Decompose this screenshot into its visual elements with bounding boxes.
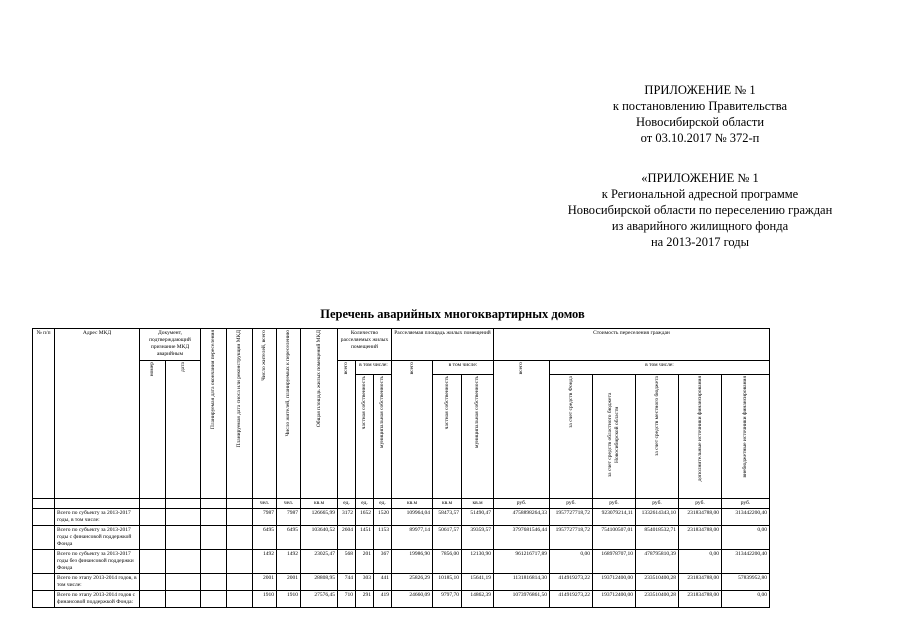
value-cell: 7987 [277, 509, 301, 526]
row-label-cell: Всего по субъекту за 2013-2017 годы без финансовой поддержки Фонда [55, 550, 140, 574]
value-cell: 3172 [338, 509, 356, 526]
value-cell: 1131816814,30 [494, 574, 550, 591]
col-header-cost: Стоимость переселения граждан [494, 329, 770, 361]
unit-cell: чел. [253, 499, 277, 509]
row-num-cell [33, 591, 55, 608]
empty-cell [227, 574, 253, 591]
value-cell: 1451 [356, 526, 374, 550]
value-cell: 58473,57 [433, 509, 462, 526]
unit-cell [166, 499, 201, 509]
value-cell: 1910 [253, 591, 277, 608]
col-header-doc-num: номер [140, 361, 166, 499]
value-cell: 233510400,28 [636, 591, 679, 608]
value-cell: 1492 [253, 550, 277, 574]
value-cell: 1957727718,72 [550, 526, 593, 550]
value-cell: 0,00 [550, 550, 593, 574]
empty-cell [201, 526, 227, 550]
appendix-line: из аварийного жилищного фонда [611, 219, 789, 233]
value-cell: 744 [338, 574, 356, 591]
col-header-private1: частная собственность [356, 375, 374, 499]
unit-cell [140, 499, 166, 509]
col-header-incl1: в том числе: [356, 361, 392, 375]
value-cell: 233510400,28 [636, 574, 679, 591]
value-cell: 414919273,22 [550, 591, 593, 608]
col-header-total2: всего [392, 361, 433, 499]
unit-cell [33, 499, 55, 509]
value-cell: 231834788,00 [679, 574, 722, 591]
col-header-plan-demolish: Планируемая дата сноса или реконструкции МКД [227, 329, 253, 499]
value-cell: 3797681546,44 [494, 526, 550, 550]
value-cell: 0,00 [679, 550, 722, 574]
row-label-cell: Всего по этапу 2013-2014 годов, в том числе: [55, 574, 140, 591]
table-row [33, 591, 770, 608]
col-header-residents-total: Число жителей, всего [253, 329, 277, 499]
table-row [33, 550, 770, 574]
col-header-incl3: в том числе: [550, 361, 770, 375]
value-cell: 7856,00 [433, 550, 462, 574]
col-header-area-total: Общая площадь жилых помещений МКД [301, 329, 338, 499]
value-cell: 168978707,10 [593, 550, 636, 574]
unit-cell: руб. [494, 499, 550, 509]
value-cell: 231834788,00 [679, 526, 722, 550]
appendix-line: «ПРИЛОЖЕНИЕ № 1 [641, 171, 759, 185]
value-cell: 478795810,39 [636, 550, 679, 574]
unit-cell: ед. [356, 499, 374, 509]
value-cell: 39359,57 [462, 526, 494, 550]
value-cell: 4758898264,33 [494, 509, 550, 526]
unit-cell: руб. [593, 499, 636, 509]
col-header-municipal2: муниципальная собственность [462, 375, 494, 499]
value-cell: 1153 [374, 526, 392, 550]
value-cell: 1492 [277, 550, 301, 574]
appendix-line: на 2013-2017 годы [650, 235, 750, 249]
program-appendix-header [520, 170, 880, 250]
unit-cell: руб. [679, 499, 722, 509]
row-num-cell [33, 574, 55, 591]
value-cell: 23025,47 [301, 550, 338, 574]
unit-cell: чел. [277, 499, 301, 509]
col-header-local: за счет средств местного бюджета [636, 375, 679, 499]
value-cell: 0,00 [722, 591, 770, 608]
empty-cell [140, 509, 166, 526]
value-cell: 109964,04 [392, 509, 433, 526]
value-cell: 754100507,01 [593, 526, 636, 550]
value-cell: 1910 [277, 591, 301, 608]
value-cell: 51490,47 [462, 509, 494, 526]
empty-cell [166, 550, 201, 574]
unit-cell [55, 499, 140, 509]
value-cell: 961216717,89 [494, 550, 550, 574]
col-header-plan-end: Планируемая дата окончания переселения [201, 329, 227, 499]
col-header-extra: дополнительные источники финансирования [679, 375, 722, 499]
value-cell: 7987 [253, 509, 277, 526]
value-cell: 9797,70 [433, 591, 462, 608]
appendix-line: к Региональной адресной программе [601, 187, 799, 201]
empty-cell [227, 591, 253, 608]
empty-cell [140, 550, 166, 574]
unit-cell: кв.м [462, 499, 494, 509]
value-cell: 1520 [374, 509, 392, 526]
empty-cell [166, 574, 201, 591]
value-cell: 6495 [253, 526, 277, 550]
table-row [33, 509, 770, 526]
value-cell: 2001 [253, 574, 277, 591]
empty-cell [140, 591, 166, 608]
appendix-header [520, 82, 880, 146]
row-label-cell: Всего по этапу 2013-2014 годов с финансовой поддержкой Фонда: [55, 591, 140, 608]
value-cell: 367 [374, 550, 392, 574]
value-cell: 193712400,00 [593, 574, 636, 591]
value-cell: 313442200,40 [722, 550, 770, 574]
empty-cell [140, 574, 166, 591]
value-cell: 50617,57 [433, 526, 462, 550]
unit-cell [201, 499, 227, 509]
value-cell: 1332614343,10 [636, 509, 679, 526]
col-header-incl2: в том числе: [433, 361, 494, 375]
document-title: Перечень аварийных многоквартирных домов [320, 307, 585, 321]
col-header-extra2: внебюджетные источники финансирования [722, 375, 770, 499]
col-header-fund: за счет средств Фонда [550, 375, 593, 499]
value-cell: 103640,52 [301, 526, 338, 550]
value-cell: 2604 [338, 526, 356, 550]
col-header-address: Адрес МКД [55, 329, 140, 499]
unit-cell: кв.м [392, 499, 433, 509]
value-cell: 89977,14 [392, 526, 433, 550]
col-header-area-resettled: Расселяемая площадь жилых помещений [392, 329, 494, 361]
col-header-total1: всего [338, 361, 356, 499]
value-cell: 303 [356, 574, 374, 591]
row-num-cell [33, 526, 55, 550]
empty-cell [227, 509, 253, 526]
col-header-count-rooms: Количество расселяемых жилых помещений [338, 329, 392, 361]
unit-cell: ед. [374, 499, 392, 509]
value-cell: 201 [356, 550, 374, 574]
unit-cell: ед. [338, 499, 356, 509]
row-num-cell [33, 550, 55, 574]
value-cell: 419 [374, 591, 392, 608]
col-header-private2: частная собственность [433, 375, 462, 499]
unit-cell [227, 499, 253, 509]
value-cell: 291 [356, 591, 374, 608]
col-header-num: № п/п [33, 329, 55, 499]
empty-cell [227, 550, 253, 574]
value-cell: 27576,45 [301, 591, 338, 608]
appendix-line: Новосибирской области по переселению граждан [567, 203, 833, 217]
value-cell: 6495 [277, 526, 301, 550]
row-label-cell: Всего по субъекту за 2013-2017 годы, в том числе: [55, 509, 140, 526]
value-cell: 19986,90 [392, 550, 433, 574]
col-header-total3: всего [494, 361, 550, 499]
empty-cell [166, 526, 201, 550]
row-label-cell: Всего по субъекту за 2013-2017 годы с финансовой поддержкой Фонда [55, 526, 140, 550]
col-header-municipal1: муниципальная собственность [374, 375, 392, 499]
table-row [33, 526, 770, 550]
unit-cell: руб. [550, 499, 593, 509]
value-cell: 854018532,71 [636, 526, 679, 550]
empty-cell [166, 509, 201, 526]
value-cell: 710 [338, 591, 356, 608]
col-header-doc: Документ, подтверждающий признание МКД аварийным [140, 329, 201, 361]
col-header-region: за счет средств областного бюджета Новосибирской области [593, 375, 636, 499]
unit-cell: руб. [636, 499, 679, 509]
value-cell: 12130,90 [462, 550, 494, 574]
value-cell: 126665,99 [301, 509, 338, 526]
value-cell: 1073976861,50 [494, 591, 550, 608]
value-cell: 2001 [277, 574, 301, 591]
value-cell: 313442200,40 [722, 509, 770, 526]
unit-cell: кв.м [301, 499, 338, 509]
col-header-residents-plan: Число жителей, планируемых к переселению [277, 329, 301, 499]
value-cell: 441 [374, 574, 392, 591]
value-cell: 10185,10 [433, 574, 462, 591]
value-cell: 193712400,00 [593, 591, 636, 608]
value-cell: 1957727718,72 [550, 509, 593, 526]
value-cell: 15641,19 [462, 574, 494, 591]
empty-cell [201, 574, 227, 591]
empty-cell [166, 591, 201, 608]
value-cell: 568 [338, 550, 356, 574]
value-cell: 231834788,00 [679, 509, 722, 526]
value-cell: 0,00 [722, 526, 770, 550]
col-header-doc-date: дата [166, 361, 201, 499]
table-row [33, 574, 770, 591]
appendix-line: ПРИЛОЖЕНИЕ № 1 [644, 83, 756, 97]
empty-cell [201, 550, 227, 574]
table-body [33, 509, 770, 608]
empty-cell [140, 526, 166, 550]
appendix-line: Новосибирской области [635, 115, 765, 129]
value-cell: 14862,39 [462, 591, 494, 608]
houses-table [32, 328, 770, 608]
empty-cell [201, 509, 227, 526]
units-row [33, 499, 770, 509]
value-cell: 25826,29 [392, 574, 433, 591]
empty-cell [201, 591, 227, 608]
unit-cell: кв.м [433, 499, 462, 509]
appendix-line: к постановлению Правительства [612, 99, 788, 113]
value-cell: 1652 [356, 509, 374, 526]
row-num-cell [33, 509, 55, 526]
value-cell: 28808,95 [301, 574, 338, 591]
value-cell: 231834788,00 [679, 591, 722, 608]
empty-cell [227, 526, 253, 550]
appendix-line: от 03.10.2017 № 372-п [640, 131, 760, 145]
unit-cell: руб. [722, 499, 770, 509]
value-cell: 414919273,22 [550, 574, 593, 591]
value-cell: 923079214,11 [593, 509, 636, 526]
value-cell: 24660,09 [392, 591, 433, 608]
value-cell: 57839952,80 [722, 574, 770, 591]
